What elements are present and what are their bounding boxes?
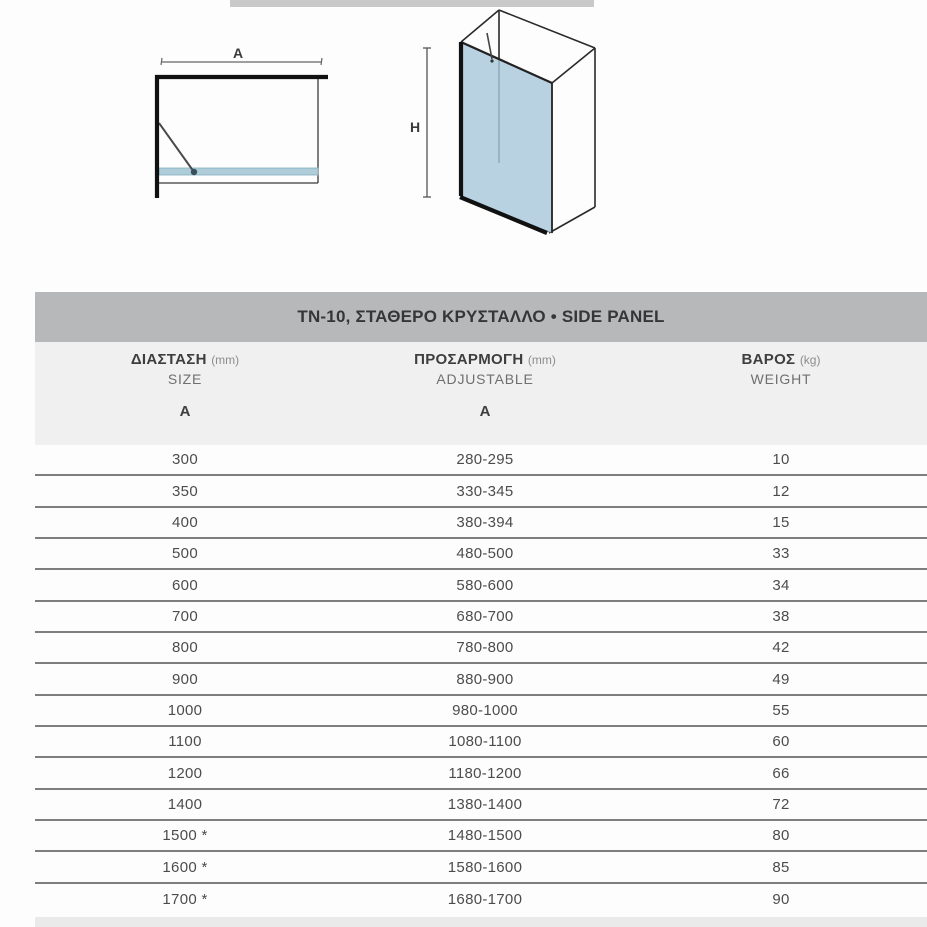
cell-weight: 15: [772, 513, 790, 531]
table-title: TN-10, ΣΤΑΘΕΡΟ ΚΡΥΣΤΑΛΛΟ • SIDE PANEL: [35, 292, 927, 342]
cell-adjustable: 1680-1700: [447, 890, 523, 908]
support-joint: [490, 59, 493, 62]
top-view-glass: [159, 168, 318, 175]
cell-weight: 85: [772, 858, 790, 876]
cell-size: 900: [172, 670, 198, 688]
cell-size: 600: [172, 576, 198, 594]
cell-weight: 10: [772, 451, 790, 469]
table-row: [35, 821, 927, 852]
cell-adjustable: 1580-1600: [447, 858, 523, 876]
cell-size: 300: [172, 451, 198, 469]
cell-size: 1500 *: [162, 827, 208, 845]
cell-adjustable: 1180-1200: [448, 764, 522, 782]
top-view-wall-profiles: [155, 75, 328, 198]
cell-size: 700: [172, 607, 198, 625]
cell-adjustable: 680-700: [456, 607, 514, 625]
cell-weight: 38: [772, 607, 790, 625]
cell-size: 1200: [167, 764, 203, 782]
table-row: [35, 508, 927, 539]
column-title: ΔΙΑΣΤΑΣΗ (mm): [130, 351, 240, 368]
column-header-weight: [635, 342, 927, 445]
cell-weight: 34: [772, 576, 790, 594]
column-unit: (mm): [211, 353, 240, 367]
top-view-support-joint: [191, 169, 197, 175]
column-unit: (mm): [527, 353, 556, 367]
table-row: [35, 852, 927, 883]
cell-adjustable: 380-394: [456, 513, 514, 531]
table-row: [35, 476, 927, 507]
cell-size: 1700 *: [162, 890, 208, 908]
table-row: [35, 790, 927, 821]
perspective-view-diagram: [408, 6, 623, 248]
cell-adjustable: 780-800: [456, 639, 514, 657]
table-row: [35, 664, 927, 695]
cell-weight: 49: [772, 670, 790, 688]
table-row: [35, 696, 927, 727]
cell-adjustable: 580-600: [456, 576, 514, 594]
spec-table: [35, 292, 927, 915]
cell-adjustable: 1480-1500: [447, 827, 523, 845]
table-row: [35, 884, 927, 915]
cell-weight: 12: [772, 482, 790, 500]
column-title: ΠΡΟΣΑΡΜΟΓΗ (mm): [414, 351, 556, 368]
table-row: [35, 445, 927, 476]
cell-adjustable: 330-345: [456, 482, 514, 500]
cell-adjustable: 480-500: [456, 545, 514, 563]
cell-weight: 55: [772, 701, 790, 719]
cell-weight: 33: [772, 545, 790, 563]
column-unit: (kg): [799, 353, 821, 367]
column-header-size: [35, 342, 335, 445]
table-row: [35, 602, 927, 633]
table-row: [35, 570, 927, 601]
cell-adjustable: 1380-1400: [447, 795, 523, 813]
cell-weight: 90: [772, 890, 790, 908]
column-dimension-label: A: [179, 403, 191, 420]
cell-size: 500: [172, 545, 198, 563]
height-dimension-label: H: [409, 119, 421, 135]
cell-adjustable: 1080-1100: [448, 733, 522, 751]
cell-weight: 42: [772, 639, 790, 657]
top-view-diagram: [140, 35, 340, 215]
cell-size: 400: [172, 513, 198, 531]
top-view-dimension-label: A: [232, 45, 244, 61]
column-subtitle: ADJUSTABLE: [436, 371, 534, 387]
table-row: [35, 758, 927, 789]
cell-size: 1100: [168, 733, 202, 751]
top-view-support-bar: [159, 123, 194, 172]
top-view-panel-outline: [157, 77, 318, 183]
cell-size: 800: [172, 639, 198, 657]
cell-adjustable: 980-1000: [452, 701, 518, 719]
cell-adjustable: 280-295: [456, 451, 514, 469]
cell-size: 350: [172, 482, 198, 500]
column-title: ΒΑΡΟΣ (kg): [741, 351, 821, 368]
height-dimension-line: [423, 48, 431, 197]
column-dimension-label: A: [479, 403, 491, 420]
column-subtitle: SIZE: [167, 371, 203, 387]
cell-adjustable: 880-900: [456, 670, 514, 688]
cell-weight: 66: [772, 764, 790, 782]
cell-size: 1400: [167, 795, 203, 813]
next-section-bar: [35, 917, 927, 927]
cell-weight: 80: [772, 827, 790, 845]
table-row: [35, 539, 927, 570]
cell-size: 1000: [167, 701, 203, 719]
table-header: [35, 342, 927, 445]
column-subtitle: WEIGHT: [750, 371, 812, 387]
column-header-adjustable: [335, 342, 635, 445]
table-row: [35, 633, 927, 664]
cell-weight: 60: [772, 733, 790, 751]
cell-weight: 72: [772, 795, 790, 813]
table-body: [35, 445, 927, 915]
table-row: [35, 727, 927, 758]
cell-size: 1600 *: [162, 858, 208, 876]
